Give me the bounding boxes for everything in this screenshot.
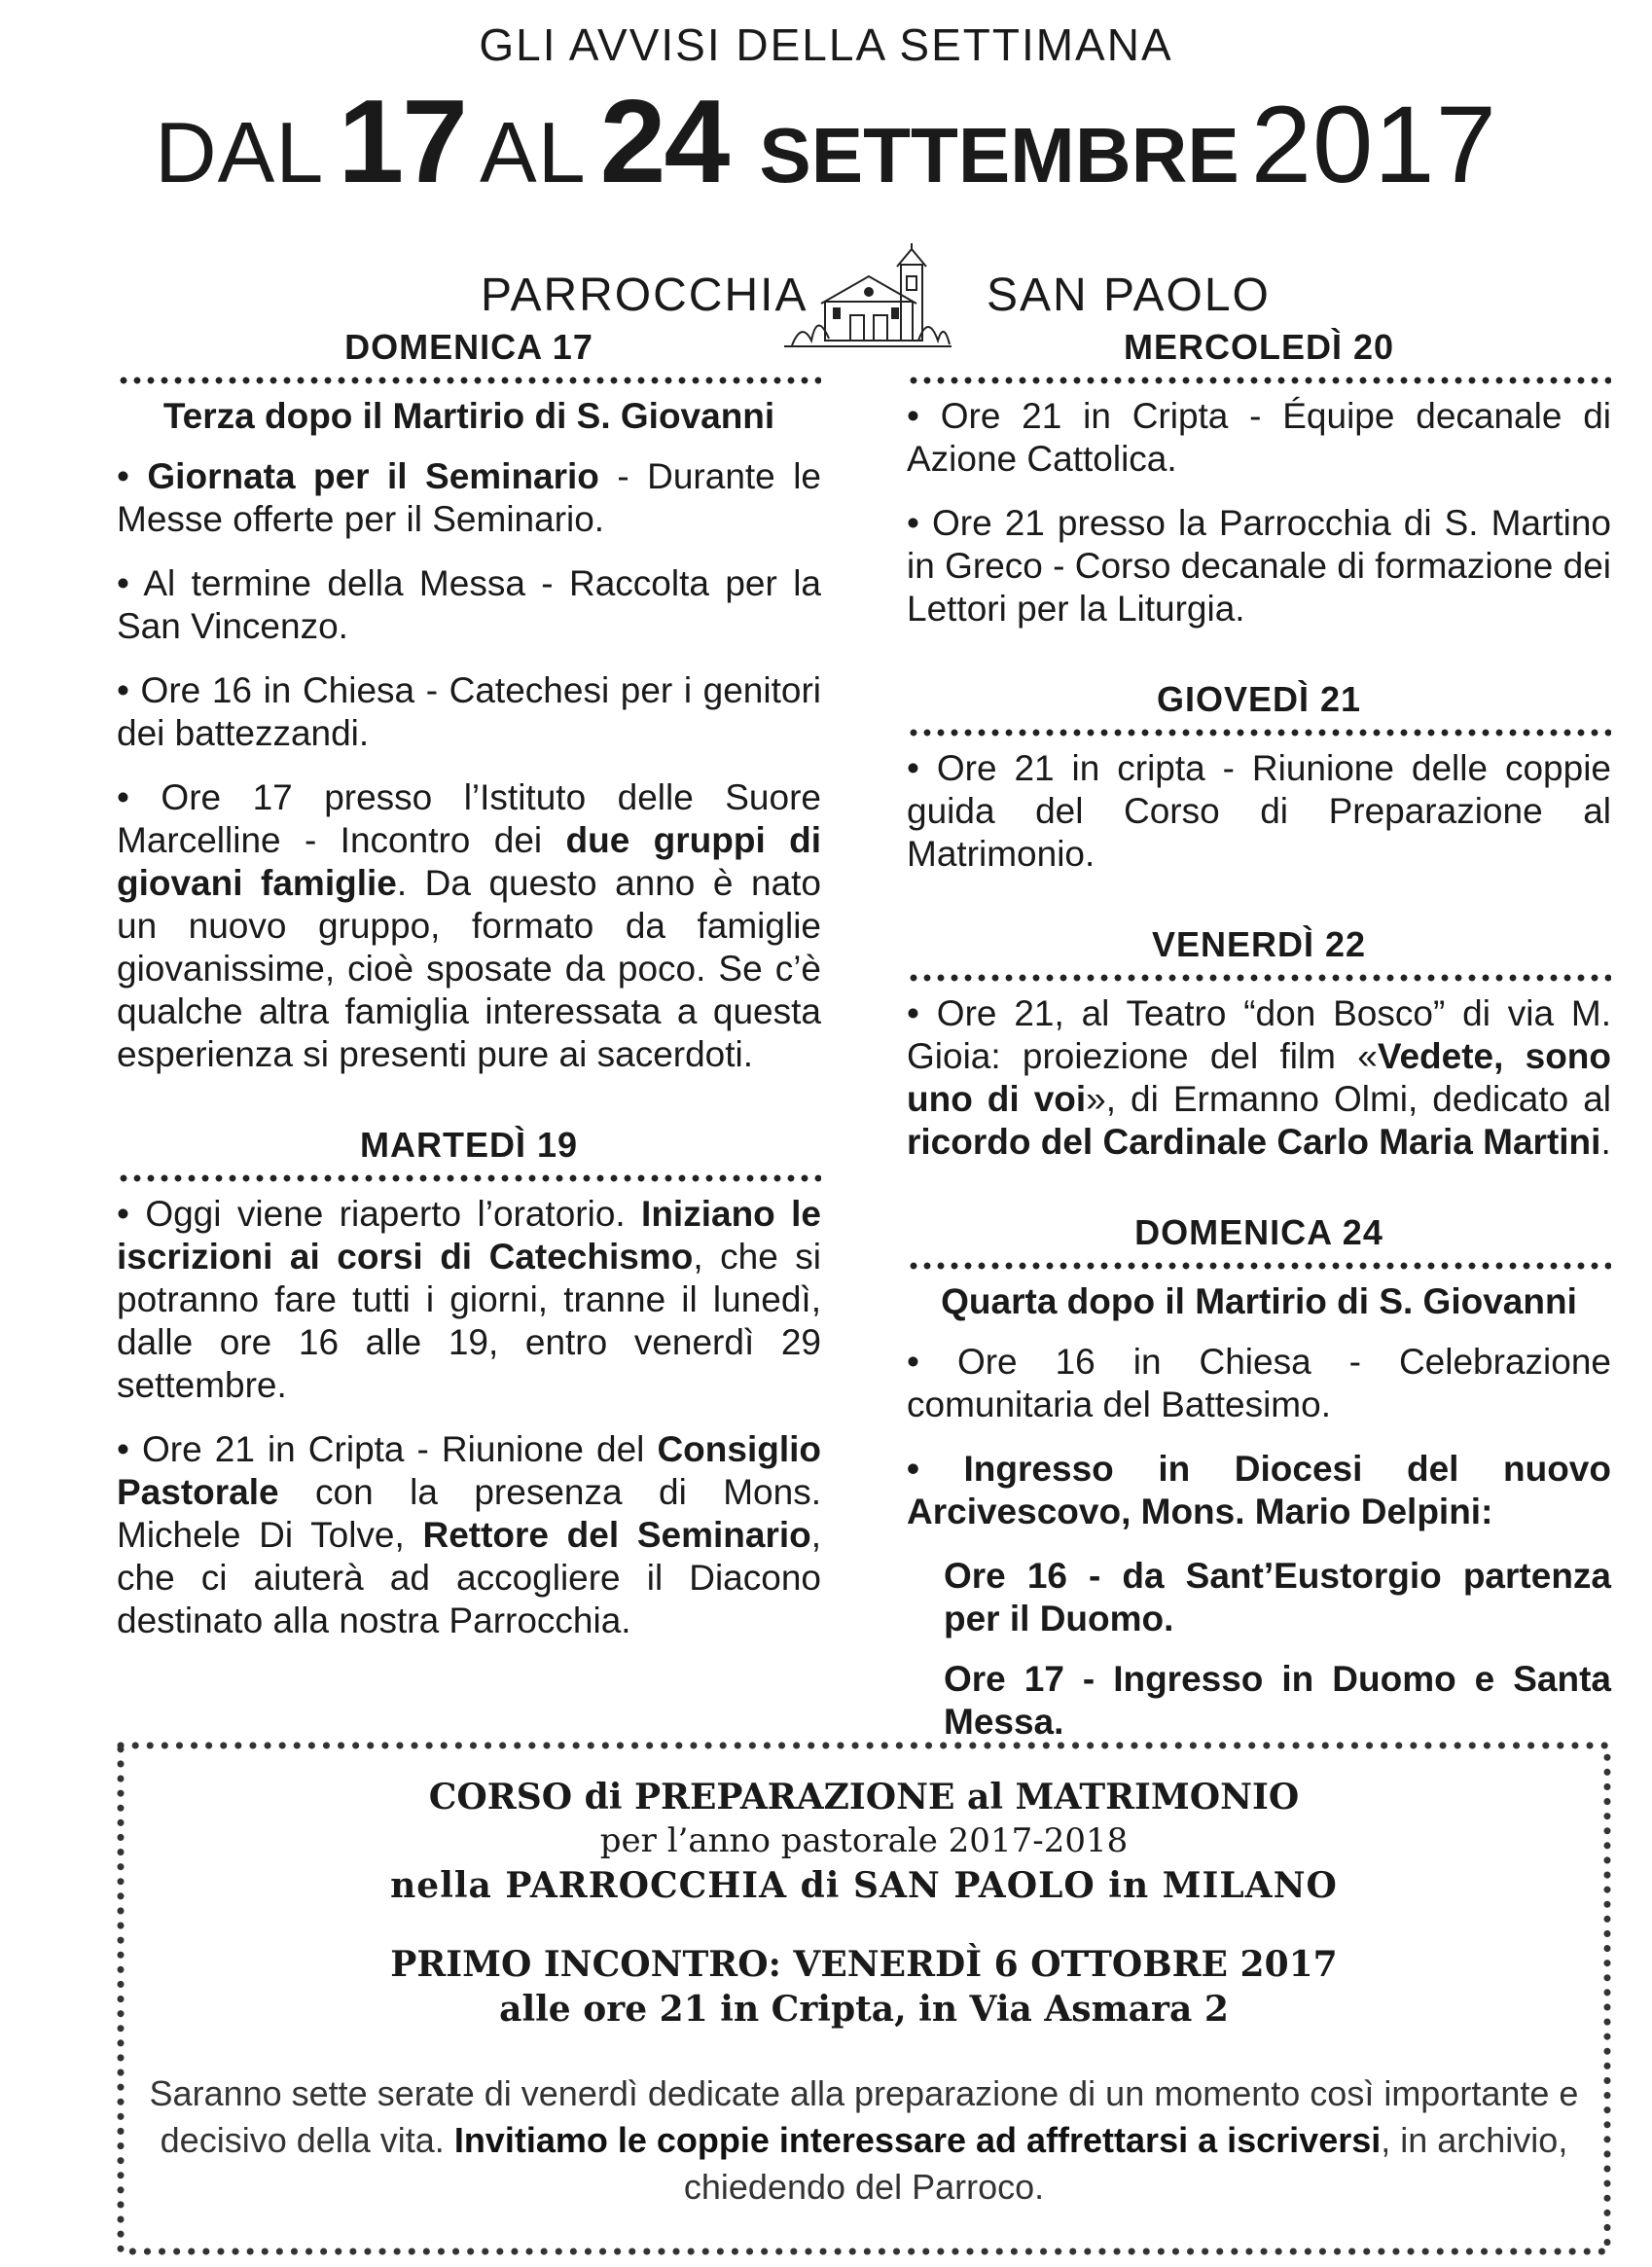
day-heading-domenica-24: DOMENICA 24 [1134,1212,1383,1252]
notice-subitem: Ore 16 - da Sant’Eustorgio partenza per il Duomo. [944,1556,1611,1638]
notice-text: Al termine della Messa - Raccolta per la San Vincenzo. [117,563,821,646]
parish-label-left: PARROCCHIA [481,270,808,321]
notice-bold: Giornata per il Seminario [147,456,599,496]
notice-item: • Ore 21 in cripta - Riunione delle coppie guida del Corso di Preparazione al Matrimonio. [907,748,1611,874]
marriage-course-box [115,1740,1613,2257]
dotted-divider [907,728,1611,738]
box-bold-text: Invitiamo le coppie interessare ad affrettarsi a iscriversi [453,2120,1382,2160]
notice-item: • Ingresso in Diocesi del nuovo Arcivescovo, Mons. Mario Delpini: [907,1449,1611,1531]
notice-text: Ore 21 presso la Parrocchia di S. Martino in Greco - Corso decanale di formazione dei Lettori per la Liturgia. [907,503,1611,629]
notice-bold: Consiglio Pastorale [117,1429,821,1512]
box-parish: nella PARROCCHIA di SAN PAOLO in MILANO [390,1865,1338,1906]
notice-text: Ore 16 in Chiesa - Catechesi per i genitori dei battezzandi. [117,670,821,753]
notice-item: • Oggi viene riaperto l’oratorio. Iniziano le iscrizioni ai corsi di Catechismo, che si potranno fare tutti i giorni, tranne il lunedì, dalle ore 16 alle 19, entro venerdì 29 settembre. [117,1194,822,1405]
header-day-from: 17 [338,75,467,207]
notice-item: • Ore 21 presso la Parrocchia di S. Martino in Greco - Corso decanale di formazione dei Lettori per la Liturgia. [907,503,1611,629]
notice-text: . Da questo anno è nato un nuovo gruppo, formato da famiglie giovanissime, cioè sposate da poco. Se c’è qualche altra famiglia interessata a questa esperienza si presenti pure ai sacerdoti. [117,863,821,1074]
header-dal: DAL [155,104,325,200]
notice-item: • Ore 16 in Chiesa - Celebrazione comunitaria del Battesimo. [907,1342,1611,1424]
notice-subitem: Ore 17 - Ingresso in Duomo e Santa Messa. [944,1659,1611,1742]
header-date-range [0,75,1652,241]
header-top-line: GLI AVVISI DELLA SETTIMANA [479,19,1173,70]
notice-text: , che si potranno fare tutti i giorni, tranne il lunedì, dalle ore 16 alle 19, entro venerdì 29 settembre. [117,1237,822,1405]
notice-text: Ore 16 in Chiesa - Celebrazione comunitaria del Battesimo. [907,1342,1611,1424]
box-text: , in archivio, chiedendo del Parroco. [683,2120,1568,2207]
notice-text: Ore 21 in cripta - Riunione delle coppie guida del Corso di Preparazione al Matrimonio. [907,748,1611,874]
notice-text: Ore 21, al Teatro “don Bosco” di via M. Gioia: proiezione del film « [907,993,1611,1076]
dotted-divider [907,376,1611,385]
header-day-to: 24 [599,75,729,207]
notice-bold: Iniziano le iscrizioni ai corsi di Catechismo [117,1194,821,1277]
notice-item: • Ore 21 in Cripta - Riunione del Consiglio Pastorale con la presenza di Mons. Michele Di Tolve, Rettore del Seminario, che ci aiuterà ad accogliere il Diacono destinato alla nostra Parrocchia. [117,1429,822,1640]
dotted-divider [907,1261,1611,1271]
notice-item: • Ore 16 in Chiesa - Catechesi per i genitori dei battezzandi. [117,670,821,753]
day-heading-mercoledi-20: MERCOLEDÌ 20 [1123,327,1395,367]
dotted-divider [117,376,821,385]
day-heading-domenica-17: DOMENICA 17 [344,327,593,367]
day-heading-giovedi-21: GIOVEDÌ 21 [1156,679,1362,719]
box-first-meeting: PRIMO INCONTRO: VENERDÌ 6 OTTOBRE 2017 [390,1944,1338,1985]
notice-bold: ricordo del Cardinale Carlo Maria Martini [907,1122,1601,1162]
notice-item: • Giornata per il Seminario - Durante le Messe offerte per il Seminario. [117,456,822,539]
notice-text: Oggi viene riaperto l’oratorio. [145,1194,642,1234]
day-heading-martedi-19: MARTEDÌ 19 [359,1125,579,1165]
parish-label-right: SAN PAOLO [987,270,1271,321]
page-header [0,18,1652,350]
notice-bold: due gruppi di giovani famiglie [117,820,821,903]
box-content [115,1740,1613,2211]
notice-item: • Ore 21, al Teatro “don Bosco” di via M. Gioia: proiezione del film «Vedete, sono uno di voi», di Ermanno Olmi, dedicato al ricordo del Cardinale Carlo Maria Martini. [907,993,1612,1162]
day-subtitle: Terza dopo il Martirio di S. Giovanni [162,396,775,436]
day-heading-venerdi-22: VENERDÌ 22 [1151,924,1367,964]
notice-item: • Ore 17 presso l’Istituto delle Suore Marcelline - Incontro dei due gruppi di giovani famiglie. Da questo anno è nato un nuovo gruppo, formato da famiglie giovanissime, cioè sposate da poco. Se c’è qualche altra famiglia interessata a questa esperienza si presenti pure ai sacerdoti. [117,777,821,1074]
header-month: SETTEMBRE [759,112,1239,198]
header-year: 2017 [1250,84,1497,205]
notice-item: • Al termine della Messa - Raccolta per la San Vincenzo. [117,563,821,646]
box-location: alle ore 21 in Cripta, in Via Asmara 2 [499,1989,1229,2030]
box-title: CORSO di PREPARAZIONE al MATRIMONIO [428,1777,1300,1817]
notice-text: Ore 21 in Cripta - Riunione del [142,1429,658,1469]
notice-text: , che ci aiuterà ad accogliere il Diacono destinato alla nostra Parrocchia. [117,1515,822,1640]
box-paragraph [144,2070,1584,2211]
notice-text: con la presenza di Mons. Michele Di Tolve, [117,1472,821,1555]
notice-bold: Ingresso in Diocesi del nuovo Arcivescovo, Mons. Mario Delpini: [907,1449,1611,1531]
box-year: per l’anno pastorale 2017-2018 [599,1821,1129,1860]
box-text: Saranno sette serate di venerdì dedicate alla preparazione di un momento così importante e decisivo della vita. [149,2073,1579,2160]
day-subtitle: Quarta dopo il Martirio di S. Giovanni [941,1281,1577,1321]
notice-text: - Durante le Messe offerte per il Seminario. [117,456,822,539]
notice-text: . [1600,1122,1611,1162]
notice-text: Ore 17 presso l’Istituto delle Suore Marcelline - Incontro dei [117,777,821,860]
notice-item: • Ore 21 in Cripta - Équipe decanale di Azione Cattolica. [907,396,1611,479]
dotted-divider [907,973,1611,983]
notice-text: Ore 21 in Cripta - Équipe decanale di Azione Cattolica. [907,396,1611,479]
notice-bold: Rettore del Seminario [422,1515,811,1555]
dotted-divider [117,1173,821,1183]
header-al: AL [480,104,587,200]
notice-bold: Vedete, sono uno di voi [907,1036,1611,1119]
right-column [907,325,1611,1761]
left-column [117,325,821,1664]
notice-text: », di Ermanno Olmi, dedicato al [1086,1079,1612,1119]
